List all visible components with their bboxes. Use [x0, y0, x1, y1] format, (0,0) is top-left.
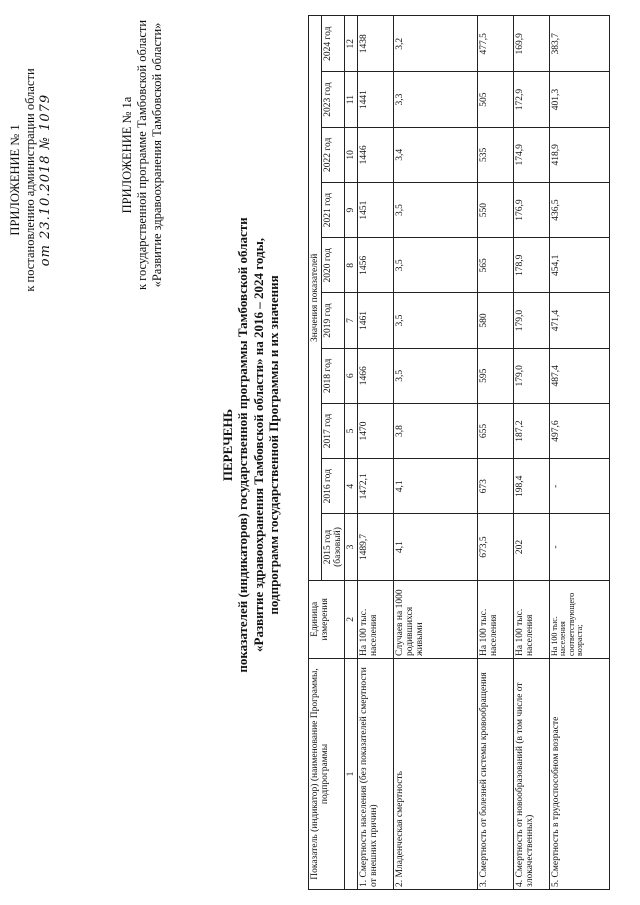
appendix-1-reference: к постановлению администрации области — [22, 68, 37, 292]
year-header: 2024 год — [322, 16, 345, 72]
indicator-value: 3,3 — [394, 72, 478, 127]
indicator-value: - — [550, 459, 610, 514]
column-number: 2 — [345, 580, 358, 658]
indicator-value: 187,2 — [514, 403, 550, 458]
indicator-value: 3,2 — [394, 16, 478, 72]
indicator-value: 176,9 — [514, 182, 550, 237]
table-row — [358, 16, 394, 890]
indicator-value: 179,0 — [514, 348, 550, 403]
column-number: 1 — [345, 658, 358, 889]
indicator-value: 198,4 — [514, 459, 550, 514]
indicator-value: 178,9 — [514, 238, 550, 293]
indicator-value: 3,4 — [394, 127, 478, 182]
indicator-value: 565 — [478, 238, 514, 293]
indicator-value: 580 — [478, 293, 514, 348]
indicator-value: 1438 — [358, 16, 394, 72]
indicator-value: 1456 — [358, 238, 394, 293]
column-number: 12 — [345, 16, 358, 72]
indicator-unit: Случаев на 1000 родившихся живыми — [394, 580, 478, 658]
indicator-value: 4,1 — [394, 514, 478, 580]
indicator-value: 673 — [478, 459, 514, 514]
indicator-value: 174,9 — [514, 127, 550, 182]
indicator-value: 1461 — [358, 293, 394, 348]
column-number: 10 — [345, 127, 358, 182]
document-title — [220, 185, 281, 705]
table-row — [478, 16, 514, 890]
indicator-value: 550 — [478, 182, 514, 237]
column-number: 8 — [345, 238, 358, 293]
indicator-value: 673,5 — [478, 514, 514, 580]
indicator-value: 535 — [478, 127, 514, 182]
indicator-value: 3,5 — [394, 238, 478, 293]
table-row — [514, 16, 550, 890]
year-header: 2020 год — [322, 238, 345, 293]
indicator-value: 401,3 — [550, 72, 610, 127]
table-header-row — [309, 16, 322, 890]
column-number: 9 — [345, 182, 358, 237]
column-number: 4 — [345, 459, 358, 514]
indicator-value: 3,8 — [394, 403, 478, 458]
indicator-column-header: Показатель (индикатор) (наименование Программы, подпрограммы — [309, 658, 345, 889]
year-header: 2021 год — [322, 182, 345, 237]
indicator-value: 1472,1 — [358, 459, 394, 514]
table-row — [550, 16, 610, 890]
indicator-value: 179,0 — [514, 293, 550, 348]
appendix-1a-reference-line1: к государственной программе Тамбовской области — [134, 19, 149, 291]
indicator-value: 3,5 — [394, 293, 478, 348]
indicator-value: 1441 — [358, 72, 394, 127]
title-line-1: ПЕРЕЧЕНЬ — [220, 408, 235, 482]
indicator-name: 3. Смертность от болезней системы кровообращения — [478, 658, 514, 889]
indicators-table — [308, 15, 610, 890]
indicator-unit: На 100 тыс. населения — [478, 580, 514, 658]
unit-column-header: Единица измерения — [309, 580, 345, 658]
year-header: 2016 год — [322, 459, 345, 514]
appendix-1a-title: ПРИЛОЖЕНИЕ № 1а — [120, 96, 134, 214]
indicator-value: 169,9 — [514, 16, 550, 72]
indicator-value: 172,9 — [514, 72, 550, 127]
year-header: 2018 год — [322, 348, 345, 403]
indicator-value: 1466 — [358, 348, 394, 403]
year-header: 2019 год — [322, 293, 345, 348]
column-number: 6 — [345, 348, 358, 403]
indicator-value: 487,4 — [550, 348, 610, 403]
indicator-value: 383,7 — [550, 16, 610, 72]
year-header: 2015 год (базовый) — [322, 514, 345, 580]
year-header: 2023 год — [322, 72, 345, 127]
indicator-value: 418,9 — [550, 127, 610, 182]
indicator-unit: На 100 тыс. населения — [358, 580, 394, 658]
title-line-3: «Развитие здравоохранения Тамбовской области» на 2016 – 2024 годы, — [250, 238, 266, 652]
column-number: 5 — [345, 403, 358, 458]
title-line-4: подпрограмм государственной Программы и их значения — [265, 275, 281, 615]
indicator-value: 655 — [478, 403, 514, 458]
indicator-name: 1. Смертность населения (без показателей смертности от внешних причин) — [358, 658, 394, 889]
indicator-value: 1470 — [358, 403, 394, 458]
table-row — [394, 16, 478, 890]
indicator-unit: На 100 тыс. населения — [514, 580, 550, 658]
year-header: 2022 год — [322, 127, 345, 182]
title-line-2: показателей (индикаторов) государственной программы Тамбовской области — [235, 217, 251, 673]
appendix-1a-block — [120, 5, 164, 305]
indicator-value: 477,5 — [478, 16, 514, 72]
indicator-value: 4,1 — [394, 459, 478, 514]
appendix-1-date-handwritten: от 23.10.2018 № 1079 — [37, 93, 53, 267]
indicator-value: 3,5 — [394, 182, 478, 237]
column-number: 3 — [345, 514, 358, 580]
indicator-name: 4. Смертность от новообразований (в том числе от злокачественных) — [514, 658, 550, 889]
column-number: 11 — [345, 72, 358, 127]
appendix-1-title: ПРИЛОЖЕНИЕ № 1 — [8, 124, 22, 236]
indicator-value: 3,5 — [394, 348, 478, 403]
indicator-value: 1446 — [358, 127, 394, 182]
indicator-unit: На 100 тыс. населения соответствующего возраста; — [550, 580, 610, 658]
indicator-name: 5. Смертность в трудоспособном возрасте — [550, 658, 610, 889]
indicator-name: 2. Младенческая смертность — [394, 658, 478, 889]
indicator-value: 505 — [478, 72, 514, 127]
indicator-value: 471,4 — [550, 293, 610, 348]
values-column-header: Значения показателей — [309, 16, 322, 581]
column-number-row — [345, 16, 358, 890]
indicator-value: 1489,7 — [358, 514, 394, 580]
indicator-value: - — [550, 514, 610, 580]
appendix-1a-reference-line2: «Развитие здравоохранения Тамбовской области» — [149, 22, 164, 288]
indicator-value: 1451 — [358, 182, 394, 237]
column-number: 7 — [345, 293, 358, 348]
indicator-value: 595 — [478, 348, 514, 403]
appendix-1-block — [8, 15, 53, 345]
indicator-value: 436,5 — [550, 182, 610, 237]
year-header: 2017 год — [322, 403, 345, 458]
indicator-value: 454,1 — [550, 238, 610, 293]
indicator-value: 497,6 — [550, 403, 610, 458]
indicator-value: 202 — [514, 514, 550, 580]
